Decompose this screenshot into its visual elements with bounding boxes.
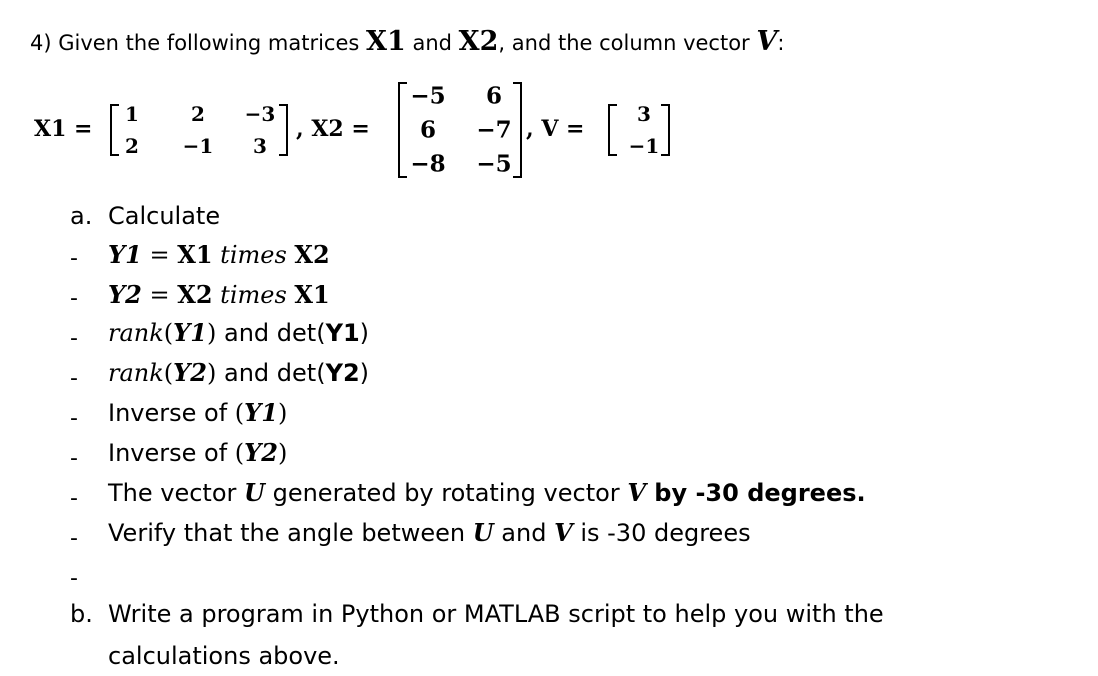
part-a-title: Calculate bbox=[108, 202, 221, 230]
x1-cell: 2 bbox=[125, 134, 139, 158]
times-word: times bbox=[212, 281, 295, 309]
y1-equation bbox=[108, 240, 330, 269]
v-equals-label bbox=[526, 116, 584, 142]
v-vector bbox=[608, 104, 670, 156]
paren-open: ( bbox=[234, 439, 245, 467]
y2-equation bbox=[108, 280, 330, 309]
x1-left-bracket bbox=[110, 104, 119, 156]
rank-det-y1 bbox=[108, 318, 369, 347]
x2-cell: −5 bbox=[410, 82, 446, 110]
colon: : bbox=[777, 31, 785, 55]
question-intro bbox=[30, 26, 784, 57]
part-b-label: b. bbox=[70, 600, 93, 628]
times-word: times bbox=[212, 241, 295, 269]
det-close: ) bbox=[359, 359, 370, 387]
list-dash: - bbox=[70, 326, 78, 351]
rotate-mid: generated by rotating vector bbox=[264, 479, 628, 507]
u-symbol: U bbox=[472, 518, 494, 547]
rotate-post: by -30 degrees. bbox=[645, 479, 866, 507]
list-dash: - bbox=[70, 366, 78, 391]
det-close: ) bbox=[359, 319, 370, 347]
part-b-line1: Write a program in Python or MATLAB script to help you with the bbox=[108, 600, 884, 628]
inverse-arg: Y1 bbox=[244, 398, 279, 427]
y1-lhs: Y1 bbox=[108, 240, 142, 269]
v-label-text: , V = bbox=[526, 116, 585, 142]
x1-cell: −3 bbox=[244, 102, 276, 126]
paren-close: ) bbox=[207, 319, 217, 347]
x2-cell: 6 bbox=[419, 116, 437, 144]
x2-symbol: X2 bbox=[458, 26, 499, 57]
y2-lhs: Y2 bbox=[108, 280, 142, 309]
inverse-y1 bbox=[108, 398, 287, 427]
and-det-text: and det( bbox=[216, 319, 326, 347]
x2-equals-label: , X2 = bbox=[296, 116, 370, 142]
x1-symbol: X1 bbox=[366, 26, 406, 57]
part-b-line2: calculations above. bbox=[108, 642, 340, 670]
and-word: and bbox=[412, 31, 452, 55]
y2-factor-a: X2 bbox=[177, 280, 213, 309]
equals-sign: = bbox=[141, 281, 178, 309]
intro-suffix: and the column vector bbox=[511, 31, 750, 55]
y1-factor-b: X2 bbox=[294, 240, 330, 269]
x2-right-bracket bbox=[513, 82, 522, 178]
v-right-bracket bbox=[661, 104, 670, 156]
equals-sign: = bbox=[141, 241, 178, 269]
x2-cell: −7 bbox=[476, 116, 512, 144]
list-dash: - bbox=[70, 446, 78, 471]
v-symbol: V bbox=[554, 518, 573, 547]
rank-word: rank bbox=[108, 359, 164, 387]
list-dash: - bbox=[70, 566, 78, 591]
x2-left-bracket bbox=[398, 82, 407, 178]
list-dash: - bbox=[70, 486, 78, 511]
list-dash: - bbox=[70, 286, 78, 311]
x2-cell: −5 bbox=[476, 150, 512, 178]
paren-open: ( bbox=[163, 359, 174, 387]
list-dash: - bbox=[70, 246, 78, 271]
x2-cell: −8 bbox=[410, 150, 446, 178]
rotate-pre: The vector bbox=[108, 479, 245, 507]
y1-factor-a: X1 bbox=[177, 240, 213, 269]
inverse-text: Inverse of bbox=[108, 439, 235, 467]
x2-cell: 6 bbox=[485, 82, 503, 110]
x2-matrix bbox=[398, 82, 522, 178]
u-symbol: U bbox=[244, 478, 265, 507]
paren-close: ) bbox=[278, 399, 288, 427]
det-arg: Y2 bbox=[325, 359, 360, 387]
v-cell: −1 bbox=[628, 134, 660, 158]
x1-matrix bbox=[110, 104, 288, 156]
v-cell: 3 bbox=[637, 102, 651, 126]
verify-mid: and bbox=[493, 519, 555, 547]
paren-close: ) bbox=[278, 439, 288, 467]
rank-det-y2 bbox=[108, 358, 369, 387]
comma: , bbox=[498, 31, 506, 55]
and-det-text: and det( bbox=[216, 359, 326, 387]
list-dash: - bbox=[70, 526, 78, 551]
inverse-arg: Y2 bbox=[244, 438, 279, 467]
x1-equals-label: X1 = bbox=[34, 116, 93, 142]
v-left-bracket bbox=[608, 104, 617, 156]
verify-angle-task bbox=[108, 518, 751, 547]
rank-word: rank bbox=[108, 319, 164, 347]
rank-arg: Y1 bbox=[173, 318, 207, 347]
x1-cell: 3 bbox=[253, 134, 267, 158]
paren-open: ( bbox=[234, 399, 245, 427]
verify-pre: Verify that the angle between bbox=[108, 519, 473, 547]
inverse-text: Inverse of bbox=[108, 399, 235, 427]
rank-arg: Y2 bbox=[173, 358, 207, 387]
part-a-label: a. bbox=[70, 202, 93, 230]
paren-open: ( bbox=[163, 319, 174, 347]
v-symbol: V bbox=[627, 478, 646, 507]
det-arg: Y1 bbox=[325, 319, 360, 347]
inverse-y2 bbox=[108, 438, 287, 467]
intro-prefix: 4) Given the following matrices bbox=[30, 31, 360, 55]
rotate-vector-task bbox=[108, 478, 866, 507]
list-dash: - bbox=[70, 406, 78, 431]
x1-cell: 1 bbox=[125, 102, 139, 126]
v-symbol: V bbox=[756, 26, 778, 57]
y2-factor-b: X1 bbox=[294, 280, 330, 309]
paren-close: ) bbox=[207, 359, 217, 387]
x1-cell: 2 bbox=[191, 102, 205, 126]
verify-post: is -30 degrees bbox=[572, 519, 751, 547]
x1-right-bracket bbox=[279, 104, 288, 156]
x1-cell: −1 bbox=[182, 134, 214, 158]
